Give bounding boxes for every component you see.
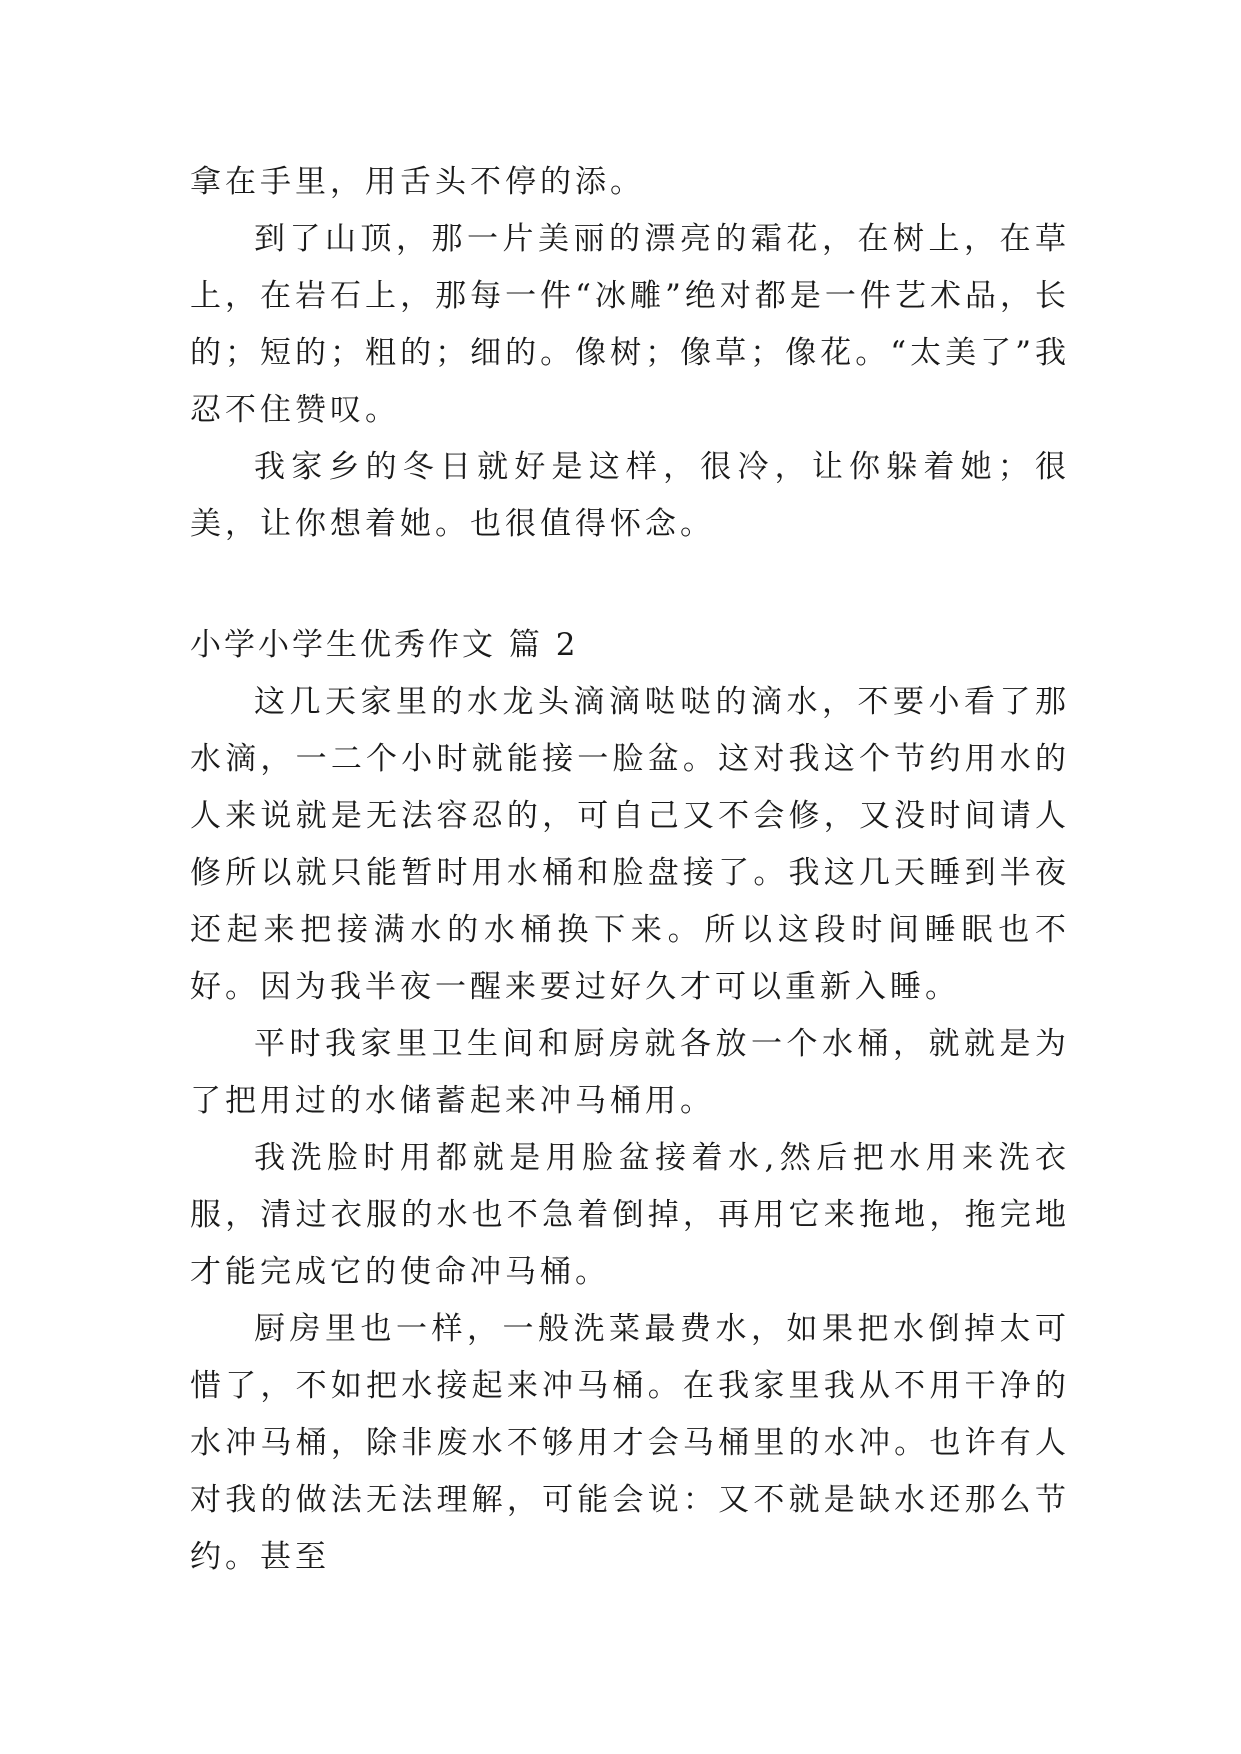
paragraph: 我洗脸时用都就是用脸盆接着水,然后把水用来洗衣服，清过衣服的水也不急着倒掉，再用它来拖地，拖完地才能完成它的使命冲马桶。 (190, 1140, 1070, 1290)
section-1-body (190, 154, 1070, 553)
paragraph: 这几天家里的水龙头滴滴哒哒的滴水，不要小看了那水滴，一二个小时就能接一脸盆。这对我这个节约用水的人来说就是无法容忍的，可自己又不会修，又没时间请人修所以就只能暂时用水桶和脸盘接了。我这几天睡到半夜还起来把接满水的水桶换下来。所以这段时间睡眠也不好。因为我半夜一醒来要过好久才可以重新入睡。 (190, 684, 1070, 1005)
section-heading: 小学小学生优秀作文 篇 2 (190, 627, 579, 663)
paragraph: 平时我家里卫生间和厨房就各放一个水桶，就就是为了把用过的水储蓄起来冲马桶用。 (190, 1026, 1070, 1119)
paragraph: 厨房里也一样，一般洗菜最费水，如果把水倒掉太可惜了，不如把水接起来冲马桶。在我家里我从不用干净的水冲马桶，除非废水不够用才会马桶里的水冲。也许有人对我的做法无法理解，可能会说：又不就是缺水还那么节约。甚至 (190, 1311, 1070, 1575)
paragraph: 我家乡的冬日就好是这样，很冷，让你躲着她；很美，让你想着她。也很值得怀念。 (190, 449, 1070, 542)
section-2-body (190, 674, 1070, 1586)
paragraph: 到了山顶，那一片美丽的漂亮的霜花，在树上，在草上，在岩石上，那每一件“冰雕”绝对都是一件艺术品，长的；短的；粗的；细的。像树；像草；像花。“太美了”我忍不住赞叹。 (190, 221, 1070, 428)
paragraph: 拿在手里，用舌头不停的添。 (190, 164, 645, 200)
